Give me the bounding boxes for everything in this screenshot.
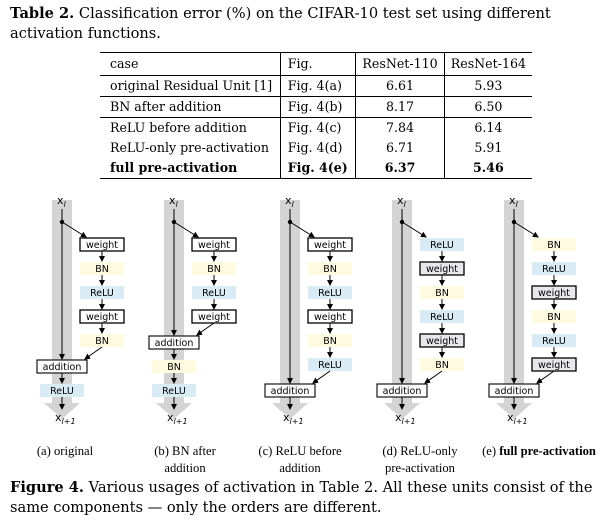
- residual-unit-e: [489, 194, 576, 426]
- cell-case: ReLU before addition: [100, 118, 280, 139]
- relu-label: ReLU: [430, 240, 454, 251]
- cell-fig: Fig. 4(e): [280, 158, 356, 179]
- cell-resnet164: 5.46: [444, 158, 532, 179]
- relu-label: ReLU: [50, 386, 74, 397]
- weight-label: weight: [537, 360, 571, 371]
- cell-resnet110: 8.17: [356, 97, 444, 118]
- caption-c: [250, 443, 350, 477]
- addition-label: addition: [382, 386, 422, 397]
- cell-resnet164: 5.93: [444, 76, 532, 97]
- input-label: $x_l$: [397, 194, 406, 209]
- bn-label: BN: [435, 288, 449, 299]
- residual-unit-diagrams: [0, 192, 610, 432]
- caption-c-line1: (c) ReLU before: [258, 444, 342, 458]
- table-row: [100, 76, 532, 97]
- output-label: $x_{l+1}$: [507, 411, 528, 426]
- bn-label: BN: [95, 336, 109, 347]
- cell-resnet110: 6.37: [356, 158, 444, 179]
- caption-d-line1: (d) ReLU-only: [382, 444, 458, 458]
- bn-label: BN: [547, 240, 561, 251]
- cell-case: BN after addition: [100, 97, 280, 118]
- caption-e: [470, 443, 608, 460]
- residual-unit-c: [265, 194, 352, 426]
- input-label: $x_l$: [509, 194, 518, 209]
- merge-arrow: [313, 371, 330, 383]
- bn-label: BN: [167, 362, 181, 373]
- table-row: [100, 118, 532, 139]
- caption-c-line2: addition: [279, 461, 321, 475]
- cell-resnet110: 6.61: [356, 76, 444, 97]
- cell-resnet164: 6.50: [444, 97, 532, 118]
- weight-label: weight: [197, 240, 231, 251]
- caption-b-line2: addition: [164, 461, 206, 475]
- cell-fig: Fig. 4(a): [280, 76, 356, 97]
- addition-label: addition: [42, 362, 82, 373]
- table-row: [100, 138, 532, 158]
- relu-label: ReLU: [430, 312, 454, 323]
- cell-resnet164: 6.14: [474, 120, 503, 135]
- caption-d: [370, 443, 470, 477]
- figure-caption-label: Figure 4.: [10, 479, 85, 496]
- table-header-row: [100, 53, 532, 76]
- header-case: case: [100, 53, 280, 76]
- bn-label: BN: [323, 336, 337, 347]
- bn-label: BN: [323, 264, 337, 275]
- merge-arrow: [85, 347, 102, 359]
- weight-label: weight: [85, 312, 119, 323]
- addition-label: addition: [270, 386, 310, 397]
- relu-label: ReLU: [542, 264, 566, 275]
- merge-arrow: [197, 323, 214, 335]
- weight-label: weight: [537, 288, 571, 299]
- relu-label: ReLU: [202, 288, 226, 299]
- cell-fig: Fig. 4(c): [280, 118, 356, 139]
- input-label: $x_l$: [57, 194, 66, 209]
- figure-caption-text: Various usages of activation in Table 2. All these units consist of the same components — only the orders are different.: [10, 479, 593, 516]
- bn-label: BN: [207, 264, 221, 275]
- residual-unit-a: [37, 194, 124, 426]
- cell-case: full pre-activation: [100, 158, 280, 179]
- cell-resnet110: 6.71: [356, 138, 444, 158]
- relu-label: ReLU: [162, 386, 186, 397]
- caption-a: [20, 443, 110, 460]
- cell-resnet110: 7.84: [356, 118, 444, 139]
- relu-label: ReLU: [542, 336, 566, 347]
- output-label: $x_{l+1}$: [167, 411, 188, 426]
- header-resnet110: ResNet-110: [356, 53, 444, 76]
- header-resnet164: ResNet-164: [444, 53, 532, 76]
- caption-a-line: (a) original: [36, 444, 94, 458]
- caption-e-bold: full pre-activation: [499, 444, 596, 458]
- weight-label: weight: [313, 312, 347, 323]
- bn-label: BN: [95, 264, 109, 275]
- table-caption-label: Table 2.: [10, 5, 75, 22]
- cell-case: ReLU-only pre-activation: [100, 138, 280, 158]
- table-caption: [10, 4, 605, 44]
- table-row: [100, 97, 532, 118]
- output-label: $x_{l+1}$: [395, 411, 416, 426]
- addition-label: addition: [494, 386, 534, 397]
- residual-unit-b: [149, 194, 236, 426]
- weight-label: weight: [425, 336, 459, 347]
- input-label: $x_l$: [169, 194, 178, 209]
- bn-label: BN: [547, 312, 561, 323]
- caption-d-line2: pre-activation: [385, 461, 455, 475]
- caption-e-prefix: (e): [482, 444, 500, 458]
- table-row: [100, 158, 532, 179]
- header-fig: Fig.: [280, 53, 356, 76]
- caption-b-line1: (b) BN after: [154, 444, 216, 458]
- weight-label: weight: [313, 240, 347, 251]
- weight-label: weight: [85, 240, 119, 251]
- cell-fig: Fig. 4(b): [280, 97, 356, 118]
- cell-case: original Residual Unit [1]: [100, 76, 280, 97]
- input-label: $x_l$: [285, 194, 294, 209]
- figure-caption: [10, 478, 606, 518]
- output-label: $x_{l+1}$: [283, 411, 304, 426]
- weight-label: weight: [425, 264, 459, 275]
- relu-label: ReLU: [318, 360, 342, 371]
- results-table: [100, 52, 532, 179]
- table-caption-text: Classification error (%) on the CIFAR-10 test set using different activation functions.: [10, 5, 551, 42]
- addition-label: addition: [154, 338, 194, 349]
- bn-label: BN: [435, 360, 449, 371]
- cell-resnet164: 5.91: [474, 140, 503, 155]
- relu-label: ReLU: [90, 288, 114, 299]
- merge-arrow: [425, 371, 442, 383]
- weight-label: weight: [197, 312, 231, 323]
- cell-fig: Fig. 4(d): [280, 138, 356, 158]
- caption-b: [140, 443, 230, 477]
- residual-unit-d: [377, 194, 464, 426]
- output-label: $x_{l+1}$: [55, 411, 76, 426]
- relu-label: ReLU: [318, 288, 342, 299]
- merge-arrow: [537, 371, 554, 383]
